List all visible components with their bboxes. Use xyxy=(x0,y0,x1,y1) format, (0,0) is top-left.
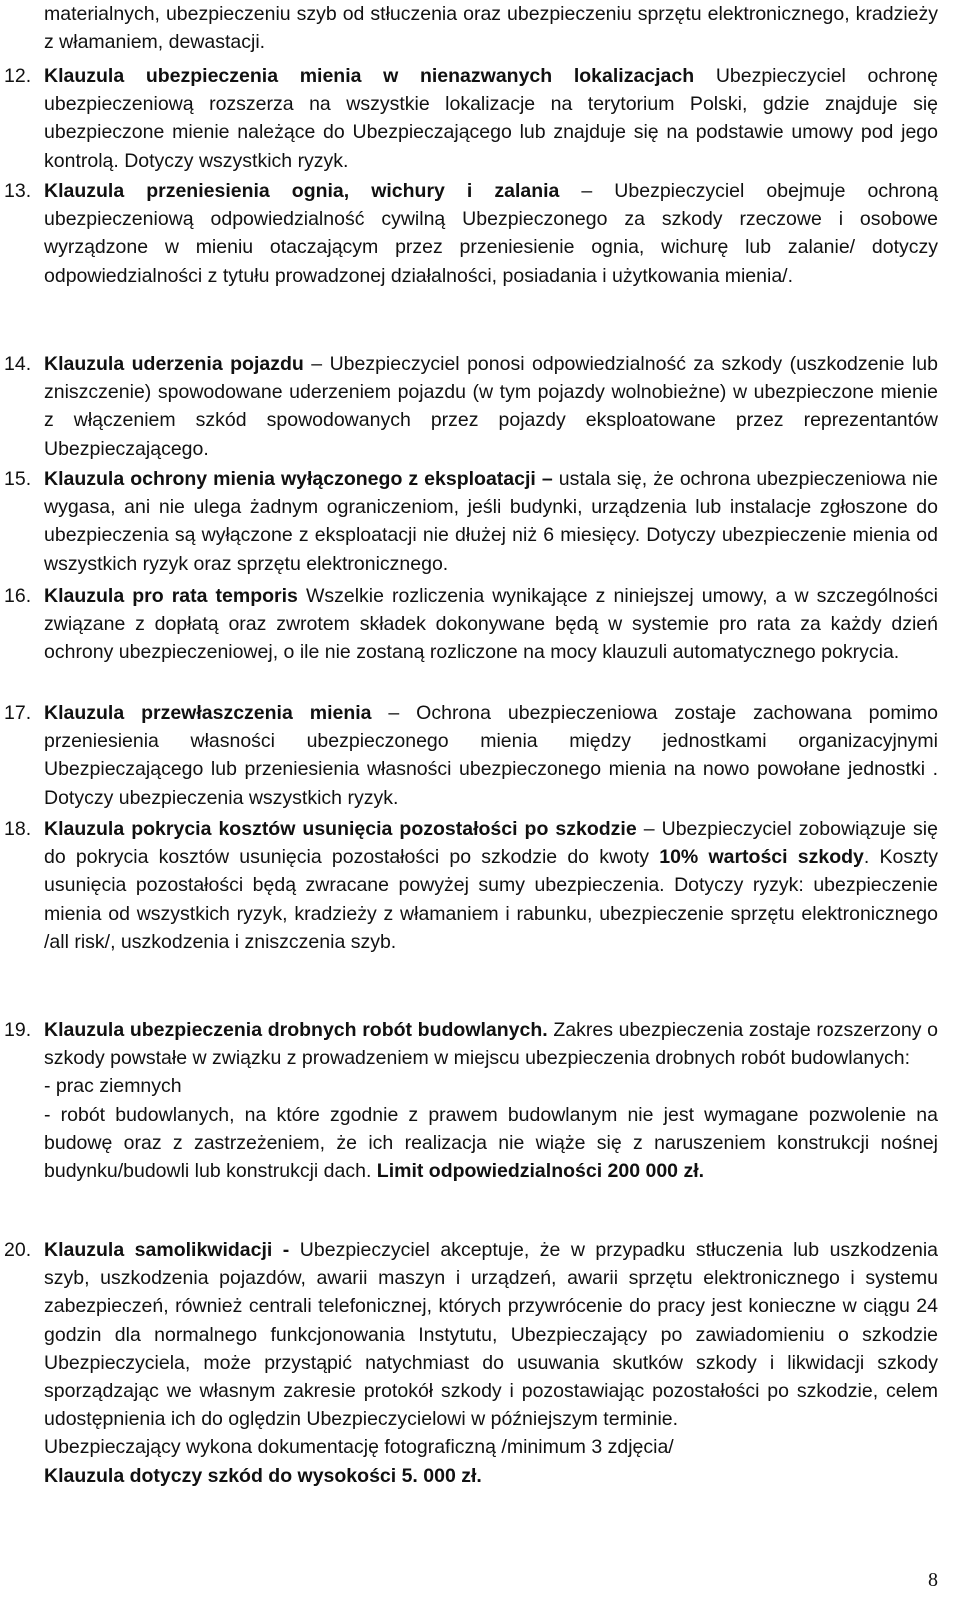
clause-19 xyxy=(0,1016,938,1185)
clause-number: 20. xyxy=(4,1239,32,1261)
clause-list-item: - prac ziemnych xyxy=(44,1075,182,1098)
clause-text: – Ubezpieczyciel obejmuje ochroną ubezpieczeniową odpowiedzialność cywilną Ubezpieczonego za szkody rzeczowe i osobowe wyrządzone w mieniu otaczającym przez przeniesienie ognia, wichurę lub zalanie/ dotyczy odpowiedzialności z tytułu prowadzonej działalności, posiadania i użytkowania mienia/. xyxy=(44,180,939,287)
clause-title: Klauzula uderzenia pojazdu xyxy=(44,353,304,375)
clause-17 xyxy=(0,699,938,812)
clause-text: Zakres ubezpieczenia zostaje rozszerzony o szkody powstałe w związku z prowadzeniem w miejscu ubezpieczenia drobnych robót budowlanych: xyxy=(44,1019,938,1070)
clause-title: Klauzula samolikwidacji - xyxy=(44,1239,290,1261)
clause-number: 13. xyxy=(4,180,32,202)
clause-number: 15. xyxy=(4,468,32,490)
clause-16 xyxy=(0,582,938,667)
clause-14 xyxy=(0,350,938,463)
clause-number: 16. xyxy=(4,585,32,607)
clause-text: – Ubezpieczyciel ponosi odpowiedzialność za szkody (uszkodzenie lub zniszczenie) spowodowane uderzeniem pojazdu (w tym pojazdy wolnobieżne) w ubezpieczone mienie z włączeniem szkód spowodowanych przez pojazdy eksploatowane przez reprezentantów Ubezpieczającego. xyxy=(44,353,938,460)
intro-paragraph: materialnych, ubezpieczeniu szyb od stłuczenia oraz ubezpieczeniu sprzętu elektronicznego, kradzieży z włamaniem, dewastacji. xyxy=(44,3,938,54)
clause-emphasis: 10% wartości szkody xyxy=(659,846,864,869)
clause-limit: Klauzula dotyczy szkód do wysokości 5. 000 zł. xyxy=(44,1464,482,1487)
clause-13 xyxy=(0,177,938,290)
clause-15 xyxy=(0,465,938,578)
clause-number: 17. xyxy=(4,702,32,724)
clause-number: 12. xyxy=(4,65,32,87)
clause-title: Klauzula ubezpieczenia mienia w nienazwanych lokalizacjach xyxy=(44,65,695,87)
clause-list-item: - robót budowlanych, na które zgodnie z prawem budowlanym nie jest wymagane pozwolenie na budowę oraz z zastrzeżeniem, że ich realizacja nie wiąże się z naruszeniem konstrukcji nośnej budynku/budowli lub konstrukcji dach. xyxy=(44,1103,938,1183)
clause-title: Klauzula ubezpieczenia drobnych robót budowlanych. xyxy=(44,1019,548,1041)
clause-limit: Limit odpowiedzialności 200 000 zł. xyxy=(376,1160,705,1183)
page-number: 8 xyxy=(928,1568,938,1591)
clause-text: ustala się, że ochrona ubezpieczeniowa nie wygasa, ani nie ulega żadnym ograniczeniom, jeśli budynki, urządzenia lub instalacje zgłoszone do ubezpieczenia są wyłączone z eksploatacji nie dłużej niż 6 miesięcy. Dotyczy ubezpieczenie mienia od wszystkich ryzyk oraz sprzętu elektronicznego. xyxy=(44,468,938,575)
clause-title: Klauzula pro rata temporis xyxy=(44,585,298,607)
clause-12 xyxy=(0,62,938,175)
clause-text-continued: . Koszty usunięcia pozostałości będą zwracane powyżej sumy ubezpieczenia. Dotyczy ryzyk: ubezpieczenie mienia od wszystkich ryzyk, kradzieży z włamaniem i rabunku, ubezpieczenie sprzętu elektronicznego /all risk/, uszkodzenia i zniszczenia szyb. xyxy=(44,846,939,953)
clause-note: Ubezpieczający wykona dokumentację fotograficzną /minimum 3 zdjęcia/ xyxy=(44,1436,674,1459)
clause-title: Klauzula przewłaszczenia mienia xyxy=(44,702,372,724)
clause-text: Ubezpieczyciel ochronę ubezpieczeniową rozszerza na wszystkie lokalizacje na terytorium Polski, gdzie znajduje się ubezpieczone mienie należące do Ubezpieczającego lub znajduje się na podstawie umowy pod jego kontrolą. Dotyczy wszystkich ryzyk. xyxy=(44,65,939,172)
clause-number: 14. xyxy=(4,353,32,375)
clause-text: Ubezpieczyciel akceptuje, że w przypadku stłuczenia lub uszkodzenia szyb, uszkodzenia pojazdów, awarii maszyn i urządzeń, awarii sprzętu elektronicznego i systemu zabezpieczeń, również centrali telefonicznej, których przywrócenie do pracy jest konieczne w ciągu 24 godzin dla normalnego funkcjonowania Instytutu, Ubezpieczający po zawiadomieniu o szkodzie Ubezpieczyciela, może przystąpić natychmiast do usuwania skutków szkody i likwidacji szkody sporządzając we własnym zakresie protokół szkody i pozostawiając pozostałości po szkodzie, celem udostępnienia ich do oględzin Ubezpieczycielowi w późniejszym terminie. xyxy=(44,1239,938,1431)
clause-text: – Ochrona ubezpieczeniowa zostaje zachowana pomimo przeniesienia własności ubezpieczonego mienia między jednostkami organizacyjnymi Ubezpieczającego lub przeniesienia własności ubezpieczonego mienia na nowo powołane jednostki . Dotyczy ubezpieczenia wszystkich ryzyk. xyxy=(44,702,938,809)
clause-20 xyxy=(0,1236,938,1490)
clause-text: Wszelkie rozliczenia wynikające z niniejszej umowy, a w szczególności związane z dopłatą oraz zwrotem składek dokonywane będą w systemie pro rata za każdy dzień ochrony ubezpieczeniowej, o ile nie zostaną rozliczone na mocy klauzuli automatycznego pokrycia. xyxy=(44,585,938,664)
clause-title: Klauzula przeniesienia ognia, wichury i zalania xyxy=(44,180,560,202)
clause-number: 19. xyxy=(4,1019,32,1041)
clause-number: 18. xyxy=(4,818,32,840)
clause-title: Klauzula pokrycia kosztów usunięcia pozostałości po szkodzie xyxy=(44,818,637,840)
clause-text: – Ubezpieczyciel zobowiązuje się do pokrycia kosztów usunięcia pozostałości po szkodzie do kwoty xyxy=(44,818,938,869)
clause-18 xyxy=(0,815,938,956)
clause-title: Klauzula ochrony mienia wyłączonego z eksploatacji – xyxy=(44,468,553,490)
